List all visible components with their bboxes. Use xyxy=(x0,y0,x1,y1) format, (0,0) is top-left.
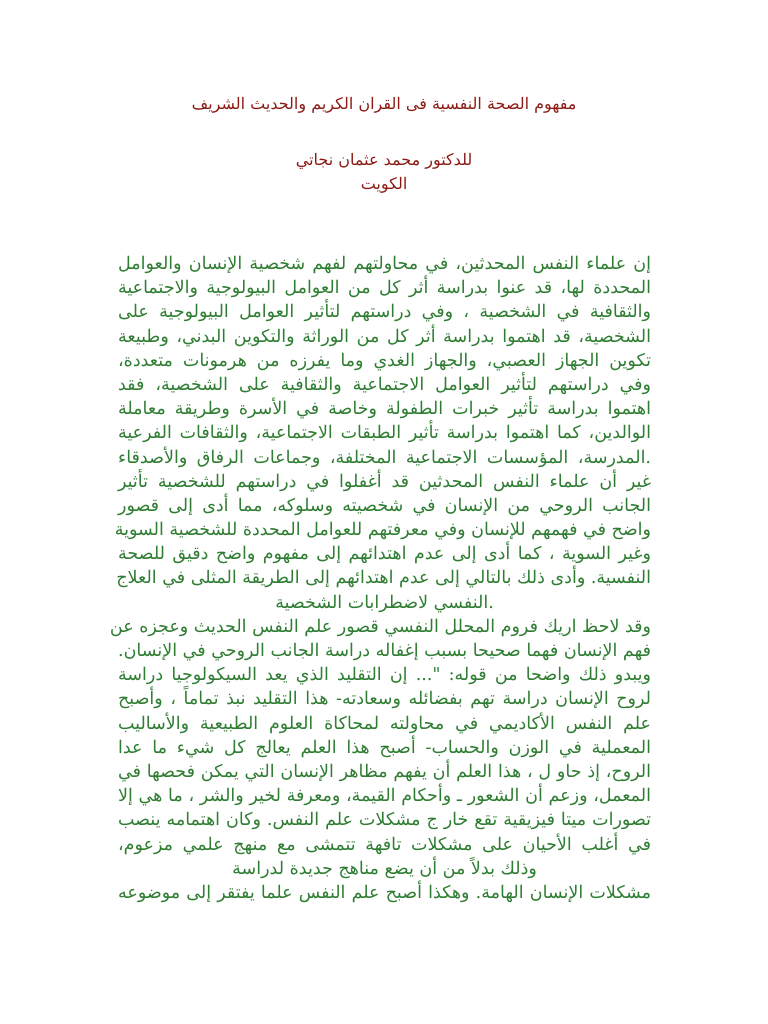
country-line: الكويت xyxy=(360,174,408,193)
article-body xyxy=(109,252,651,905)
body-line: ويبدو ذلك واضحا من قوله: "... إن التقليد الذي يعد السيكولوجيا دراسة xyxy=(118,665,651,686)
body-line: وذلك بدلاً من أن يضع مناهج جديدة لدراسة xyxy=(232,858,537,879)
body-line: المعمل، وزعم أن الشعور ـ وأحكام القيمة، ومعرفة لخير والشر ، ما هي إلا xyxy=(118,786,651,807)
body-line: واضح في فهمهم للإنسان وفي معرفتهم للعوامل المحددة للشخصية السوية xyxy=(114,520,651,541)
body-line: إن علماء النفس المحدثين، في محاولتهم لفهم شخصية الإنسان والعوامل xyxy=(118,254,651,274)
author-line: للدكتور محمد عثمان نجاتي xyxy=(295,150,473,169)
body-line: لروح الإنسان دراسة تهم بفضائله وسعادته- هذا التقليد نبذ تماماً ، وأصبح xyxy=(118,689,651,710)
body-line: فهم الإنسان فهما صحيحا بسبب إغفاله دراسة الجانب الروحي في الإنسان. xyxy=(118,641,651,661)
body-line: علم النفس الأكاديمي في محاولته لمحاكاة العلوم الطبيعية والأساليب xyxy=(118,713,651,734)
body-line: غير أن علماء النفس المحدثين قد أغفلوا في دراستهم للشخصية تأثير xyxy=(118,471,651,492)
body-line: وفي دراستهم لتأثير العوامل الاجتماعية والثقافية على الشخصية، فقد xyxy=(118,374,651,395)
body-line: وقد لاحظ اريك فروم المحلل النفسي قصور علم النفس الحديث وعجزه عن xyxy=(109,616,651,637)
body-line: تصورات ميتا فيزيقية تقع خار ج مشكلات علم النفس. وكان اهتمامه ينصب xyxy=(118,810,651,831)
body-line: الروح، إذ حاو ل ، هذا العلم أن يفهم مظاهر الإنسان التي يمكن فحصها في xyxy=(118,761,651,782)
body-line: الشخصية، قد اهتموا بدراسة أثر كل من الوراثة والتكوين البدني، وطبيعة xyxy=(118,326,651,347)
body-line: المعملية في الوزن والحساب- أصبح هذا العلم يعالج كل شيء ما عدا xyxy=(118,737,651,758)
body-line: الجانب الروحي من الإنسان في شخصيته وسلوكه، مما أدى إلى قصور xyxy=(118,495,651,516)
body-line: .النفسي لاضطرابات الشخصية xyxy=(275,592,494,613)
body-line: النفسية. وأدى ذلك بالتالي إلى عدم اهتدائهم إلى الطريقة المثلى في العلاج xyxy=(116,568,651,589)
body-line: المحددة لها، قد عنوا بدراسة أثر كل من العوامل البيولوجية والاجتماعية xyxy=(118,278,651,299)
document-title: مفهوم الصحة النفسية فى القران الكريم والحديث الشريف xyxy=(191,94,577,113)
body-line: اهتموا بدراسة تأثير خبرات الطفولة وخاصة في الأسرة وطريقة معاملة xyxy=(118,399,651,420)
body-line: مشكلات الإنسان الهامة. وهكذا أصبح علم النفس علما يفتقر إلى موضوعه xyxy=(118,882,651,903)
body-line: وغير السوية ، كما أدى إلى عدم اهتدائهم إلى مفهوم واضح دقيق للصحة xyxy=(118,544,651,565)
body-line: في أغلب الأحيان على مشكلات تافهة تتمشى مع منهج علمي مزعوم، xyxy=(118,834,651,855)
body-line: تكوين الجهاز العصبي، والجهاز الغدي وما يفرزه من هرمونات متعددة، xyxy=(118,350,651,371)
body-line: والثقافية في الشخصية ، وفي دراستهم لتأثير العوامل البيولوجية على xyxy=(118,302,651,323)
body-line: الوالدين، كما اهتموا بدراسة تأثير الطبقات الاجتماعية، والثقافات الفرعية xyxy=(118,423,651,444)
body-line: .المدرسة، المؤسسات الاجتماعية المختلفة، وجماعات الرفاق والأصدقاء xyxy=(118,447,651,468)
